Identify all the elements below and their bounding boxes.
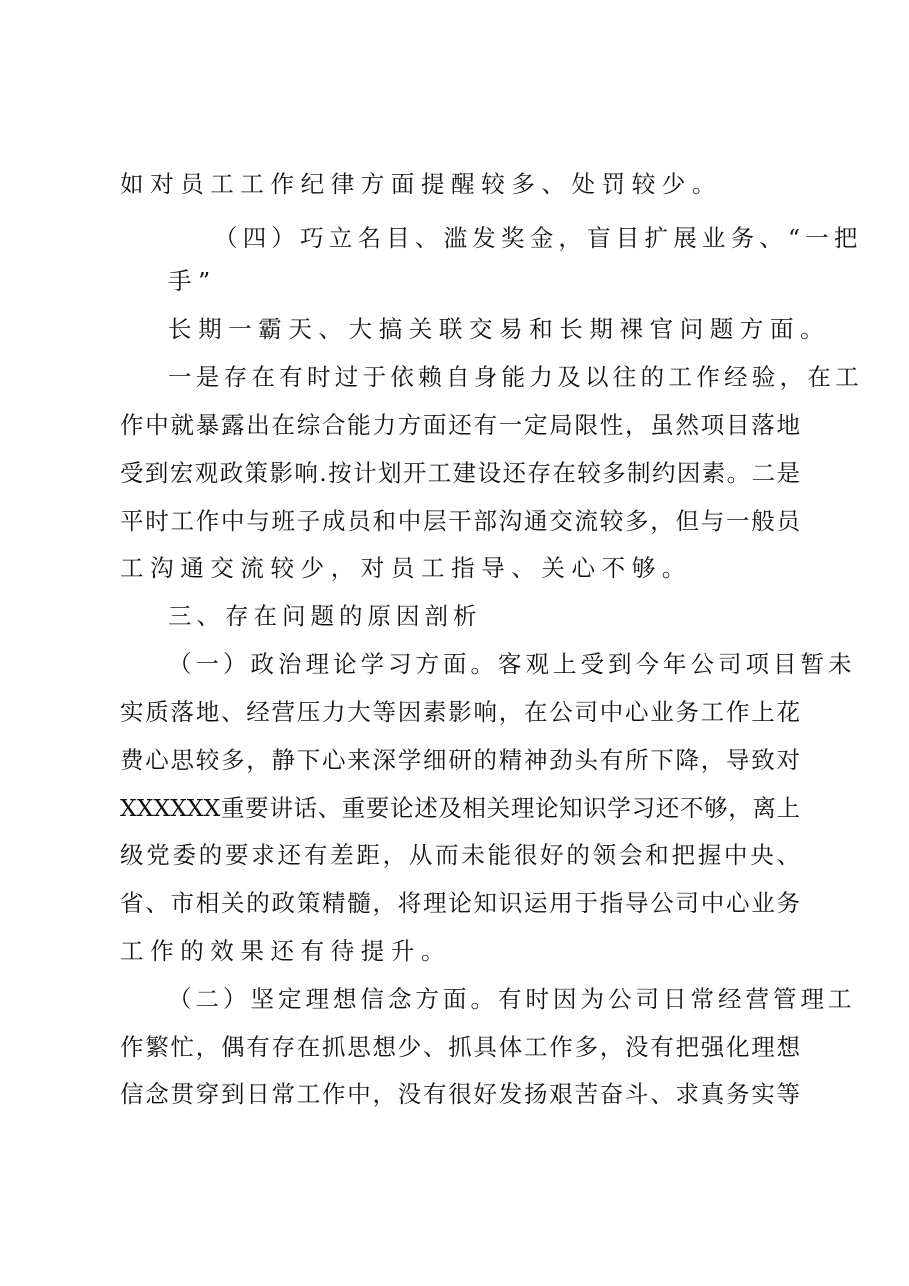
text-line: 省、市相关的政策精髓，将理论知识运用于指导公司中心业务 (120, 889, 800, 917)
text-line: 实质落地、经营压力大等因素影响，在公司中心业务工作上花 (120, 698, 800, 726)
text-line: 作繁忙，偶有存在抓思想少、抓具体工作多，没有把强化理想 (120, 1033, 800, 1061)
text-line: 受到宏观政策影响.按计划开工建设还存在较多制约因素。二是 (120, 459, 800, 487)
text-line: 平时工作中与班子成员和中层干部沟通交流较多，但与一般员 (120, 507, 800, 535)
text-line: 工沟通交流较少，对员工指导、关心不够。 (120, 554, 692, 582)
subsection-heading: （一）政治理论学习方面。客观上受到今年公司项目暂未 (168, 650, 856, 678)
text-line: 长期一霸天、大搞关联交易和长期裸官问题方面。 (168, 315, 831, 343)
text-line: 信念贯穿到日常工作中，没有很好发扬艰苦奋斗、求真务实等 (120, 1080, 800, 1108)
text-line: XXXXXX重要讲话、重要论述及相关理论知识学习还不够，离上 (120, 794, 800, 822)
section-heading: （四）巧立名目、滥发奖金，盲目扩展业务、“一把 (214, 224, 863, 252)
section-heading-continued: 手” (168, 267, 217, 295)
text-line: 费心思较多，静下心来深学细研的精神劲头有所下降，导致对 (120, 746, 800, 774)
subsection-heading: （二）坚定理想信念方面。有时因为公司日常经营管理工 (168, 985, 856, 1013)
text-line: 如对员工工作纪律方面提醒较多、处罚较少。 (120, 170, 722, 198)
text-line: 工作的效果还有待提升。 (120, 937, 452, 965)
text-line: 作中就暴露出在综合能力方面还有一定局限性，虽然项目落地 (120, 411, 800, 439)
section-heading: 三、存在问题的原因剖析 (168, 602, 482, 630)
text-line: 一是存在有时过于依赖自身能力及以往的工作经验，在工 (168, 363, 863, 391)
text-line: 级党委的要求还有差距，从而未能很好的领会和把握中央、 (120, 841, 800, 869)
